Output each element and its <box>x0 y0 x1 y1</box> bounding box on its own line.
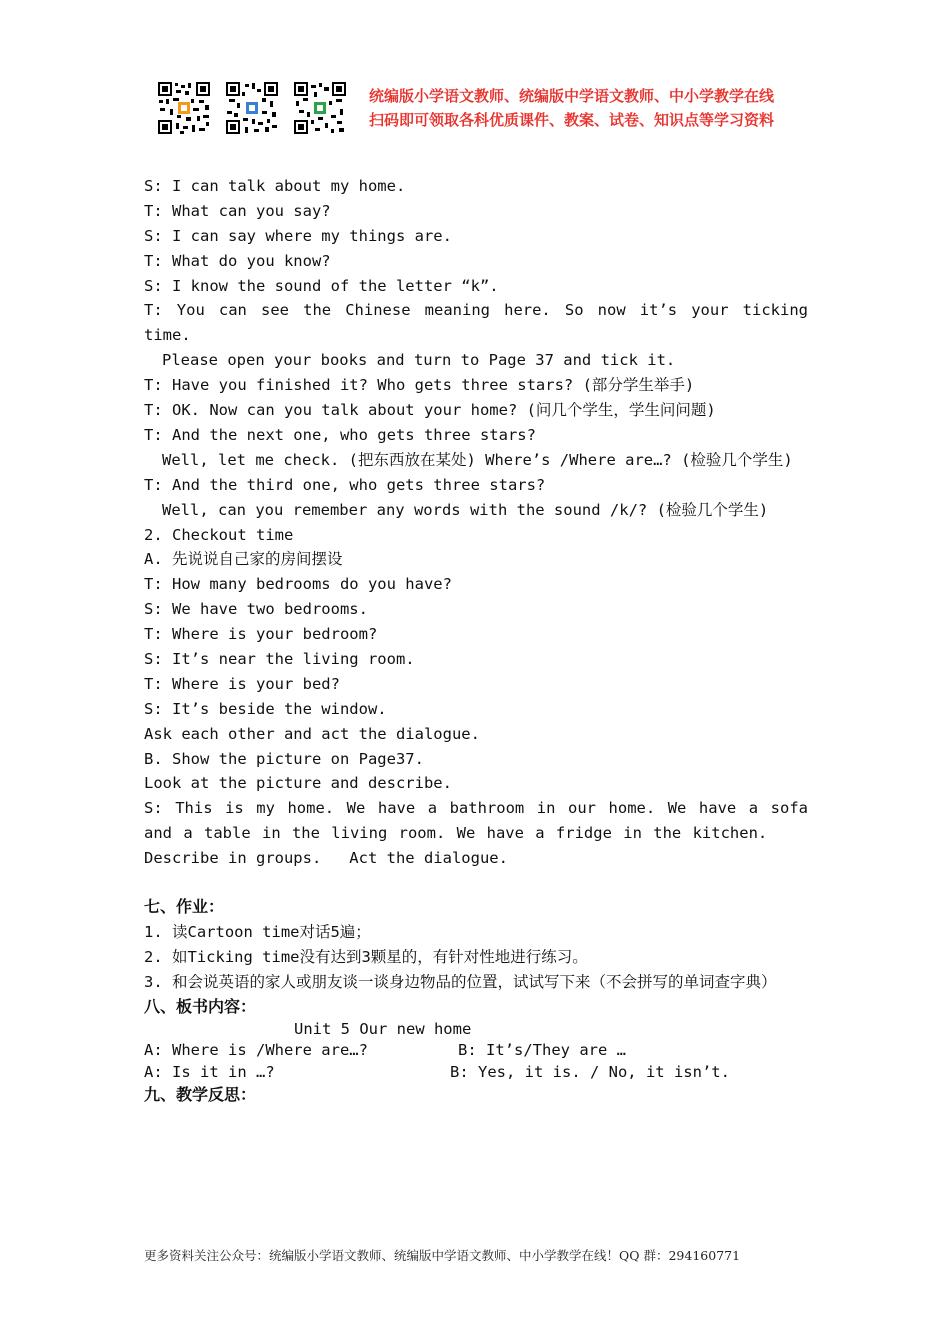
text-line: S: It’s beside the window. <box>144 699 387 718</box>
qr-code-icon[interactable] <box>225 81 279 135</box>
text-line: T: Where is your bedroom? <box>144 625 378 644</box>
text-line: Ask each other and act the dialogue. <box>144 724 480 743</box>
page-header <box>157 80 774 136</box>
board-title: Unit 5 Our new home <box>294 1020 472 1039</box>
text-line: 2. Checkout time <box>144 525 294 544</box>
board-cell: B: It’s/They are … <box>458 1041 626 1060</box>
text-line: B. Show the picture on Page37. <box>144 749 424 768</box>
text-line: T: OK. Now can you talk about your home? (问几个学生，学生问问题) <box>144 401 716 420</box>
qr-code-icon[interactable] <box>293 81 347 135</box>
text-line: S: I can say where my things are. <box>144 226 452 245</box>
text-line: Please open your books and turn to Page 37 and tick it. <box>162 351 676 370</box>
text-line: A. 先说说自己家的房间摆设 <box>144 550 343 569</box>
reflection-heading: 九、教学反思： <box>144 1085 257 1105</box>
promo-banner <box>369 84 774 132</box>
text-line: T: What can you say? <box>144 201 331 220</box>
banner-line: 扫码即可领取各科优质课件、教案、试卷、知识点等学习资料 <box>369 111 775 129</box>
text-line: S: I know the sound of the letter “k”. <box>144 276 499 295</box>
board-row <box>144 1039 808 1061</box>
board-heading: 八、板书内容： <box>144 996 257 1016</box>
text-line: Describe in groups. Act the dialogue. <box>144 849 508 868</box>
text-paragraph: T: You can see the Chinese meaning here. So now it’s your ticking time. <box>144 301 808 345</box>
text-line: T: And the third one, who gets three stars? <box>144 475 546 494</box>
text-line: T: And the next one, who gets three stars? <box>144 425 536 444</box>
page-footer: 更多资料关注公众号：统编版小学语文教师、统编版中学语文教师、中小学教学在线！QQ 群：294160771 <box>144 1248 741 1263</box>
homework-item: 1. 读Cartoon time对话5遍； <box>144 922 371 941</box>
text-line: S: We have two bedrooms. <box>144 600 368 619</box>
document-body <box>144 174 808 1108</box>
text-line: T: What do you know? <box>144 251 331 270</box>
homework-heading: 七、作业： <box>144 897 225 917</box>
text-line: T: Have you finished it? Who gets three stars? (部分学生举手) <box>144 376 695 395</box>
text-line: S: It’s near the living room. <box>144 649 415 668</box>
homework-item: 3. 和会说英语的家人或朋友谈一谈身边物品的位置，试试写下来（不会拼写的单词查字典） <box>144 972 777 991</box>
text-line: S: I can talk about my home. <box>144 177 406 195</box>
board-cell: B: Yes, it is. / No, it isn’t. <box>450 1063 730 1082</box>
board-cell: A: Where is /Where are…? <box>144 1041 368 1060</box>
text-line: Look at the picture and describe. <box>144 774 452 793</box>
qr-code-icon[interactable] <box>157 81 211 135</box>
text-line: T: Where is your bed? <box>144 674 340 693</box>
text-line: Well, can you remember any words with the sound /k/? (检验几个学生) <box>162 500 769 519</box>
board-row <box>144 1061 808 1083</box>
homework-item: 2. 如Ticking time没有达到3颗星的，有针对性地进行练习。 <box>144 947 588 966</box>
banner-line: 统编版小学语文教师、统编版中学语文教师、中小学教学在线 <box>369 87 775 105</box>
text-line: T: How many bedrooms do you have? <box>144 575 452 594</box>
text-paragraph: S: This is my home. We have a bathroom in our home. We have a sofa and a table in the living room. We have a fridge in the kitchen. <box>144 799 808 843</box>
text-paragraph: Well, let me check. (把东西放在某处) Where’s /Where are…? (检验几个学生) <box>162 450 793 469</box>
board-cell: A: Is it in …? <box>144 1063 275 1082</box>
